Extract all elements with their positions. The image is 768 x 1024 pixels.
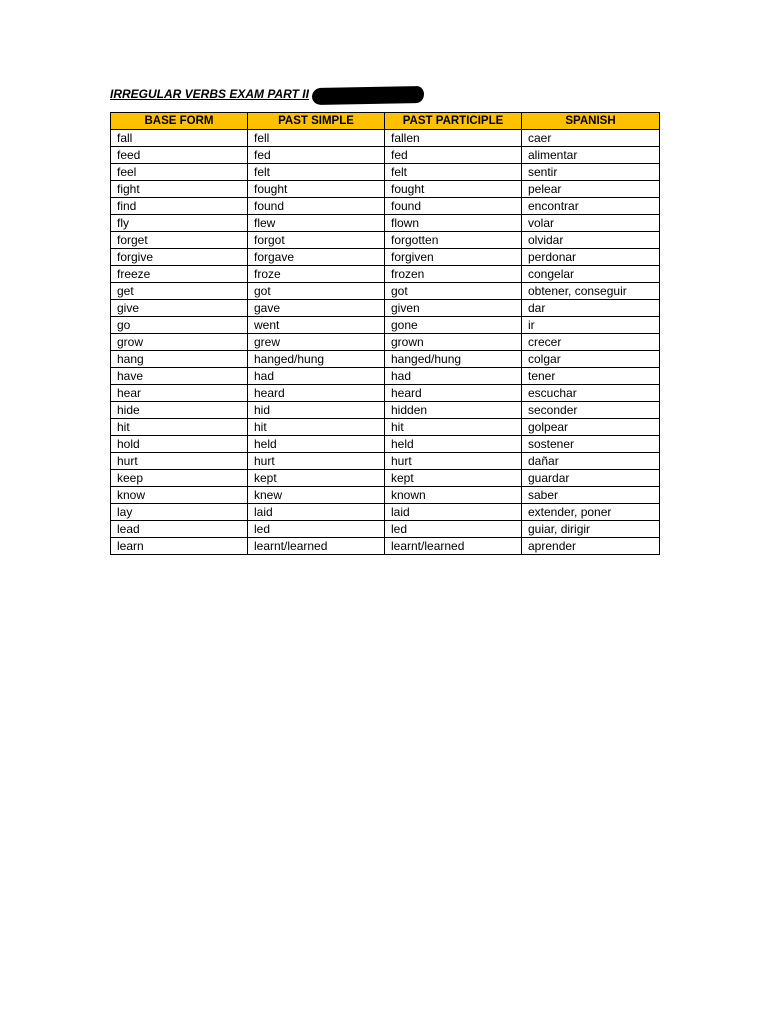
spanish-cell: guiar, dirigir bbox=[522, 521, 660, 538]
past-simple-cell: kept bbox=[248, 470, 385, 487]
spanish-cell: escuchar bbox=[522, 385, 660, 402]
header-past-participle: PAST PARTICIPLE bbox=[385, 113, 522, 130]
spanish-cell: seconder bbox=[522, 402, 660, 419]
spanish-cell: colgar bbox=[522, 351, 660, 368]
past-simple-cell: hanged/hung bbox=[248, 351, 385, 368]
past-participle-cell: kept bbox=[385, 470, 522, 487]
base-form-cell: know bbox=[111, 487, 248, 504]
base-form-cell: keep bbox=[111, 470, 248, 487]
past-participle-cell: felt bbox=[385, 164, 522, 181]
past-participle-cell: forgiven bbox=[385, 249, 522, 266]
table-row bbox=[111, 249, 660, 266]
table-body bbox=[111, 130, 660, 555]
past-simple-cell: went bbox=[248, 317, 385, 334]
past-participle-cell: fallen bbox=[385, 130, 522, 147]
past-simple-cell: led bbox=[248, 521, 385, 538]
table-row bbox=[111, 351, 660, 368]
table-row bbox=[111, 470, 660, 487]
base-form-cell: hang bbox=[111, 351, 248, 368]
table-row bbox=[111, 283, 660, 300]
table-row bbox=[111, 164, 660, 181]
spanish-cell: dar bbox=[522, 300, 660, 317]
past-participle-cell: known bbox=[385, 487, 522, 504]
past-simple-cell: learnt/learned bbox=[248, 538, 385, 555]
base-form-cell: get bbox=[111, 283, 248, 300]
past-participle-cell: fed bbox=[385, 147, 522, 164]
past-simple-cell: flew bbox=[248, 215, 385, 232]
header-past-simple: PAST SIMPLE bbox=[248, 113, 385, 130]
past-participle-cell: had bbox=[385, 368, 522, 385]
table-row bbox=[111, 487, 660, 504]
past-simple-cell: forgave bbox=[248, 249, 385, 266]
past-simple-cell: knew bbox=[248, 487, 385, 504]
spanish-cell: guardar bbox=[522, 470, 660, 487]
spanish-cell: alimentar bbox=[522, 147, 660, 164]
irregular-verbs-table bbox=[110, 112, 660, 555]
table-row bbox=[111, 317, 660, 334]
spanish-cell: caer bbox=[522, 130, 660, 147]
past-participle-cell: heard bbox=[385, 385, 522, 402]
table-row bbox=[111, 181, 660, 198]
header-spanish: SPANISH bbox=[522, 113, 660, 130]
table-row bbox=[111, 334, 660, 351]
base-form-cell: hold bbox=[111, 436, 248, 453]
spanish-cell: ir bbox=[522, 317, 660, 334]
past-simple-cell: forgot bbox=[248, 232, 385, 249]
header-base-form: BASE FORM bbox=[111, 113, 248, 130]
base-form-cell: give bbox=[111, 300, 248, 317]
base-form-cell: freeze bbox=[111, 266, 248, 283]
past-simple-cell: froze bbox=[248, 266, 385, 283]
table-row bbox=[111, 436, 660, 453]
spanish-cell: aprender bbox=[522, 538, 660, 555]
past-participle-cell: led bbox=[385, 521, 522, 538]
base-form-cell: have bbox=[111, 368, 248, 385]
table-row bbox=[111, 521, 660, 538]
base-form-cell: forget bbox=[111, 232, 248, 249]
past-participle-cell: frozen bbox=[385, 266, 522, 283]
table-header bbox=[111, 113, 660, 130]
past-simple-cell: fell bbox=[248, 130, 385, 147]
past-simple-cell: gave bbox=[248, 300, 385, 317]
base-form-cell: fly bbox=[111, 215, 248, 232]
past-simple-cell: found bbox=[248, 198, 385, 215]
past-participle-cell: grown bbox=[385, 334, 522, 351]
spanish-cell: saber bbox=[522, 487, 660, 504]
past-simple-cell: felt bbox=[248, 164, 385, 181]
base-form-cell: forgive bbox=[111, 249, 248, 266]
table-row bbox=[111, 453, 660, 470]
spanish-cell: sentir bbox=[522, 164, 660, 181]
base-form-cell: fall bbox=[111, 130, 248, 147]
redaction-mark bbox=[312, 86, 424, 105]
table-row bbox=[111, 232, 660, 249]
spanish-cell: crecer bbox=[522, 334, 660, 351]
past-simple-cell: grew bbox=[248, 334, 385, 351]
spanish-cell: extender, poner bbox=[522, 504, 660, 521]
past-simple-cell: got bbox=[248, 283, 385, 300]
past-participle-cell: learnt/learned bbox=[385, 538, 522, 555]
past-participle-cell: hurt bbox=[385, 453, 522, 470]
past-participle-cell: flown bbox=[385, 215, 522, 232]
past-participle-cell: hit bbox=[385, 419, 522, 436]
table-row bbox=[111, 402, 660, 419]
header-row bbox=[111, 113, 660, 130]
past-simple-cell: fed bbox=[248, 147, 385, 164]
spanish-cell: perdonar bbox=[522, 249, 660, 266]
title-row bbox=[110, 84, 424, 104]
spanish-cell: volar bbox=[522, 215, 660, 232]
spanish-cell: dañar bbox=[522, 453, 660, 470]
base-form-cell: hide bbox=[111, 402, 248, 419]
spanish-cell: olvidar bbox=[522, 232, 660, 249]
past-participle-cell: got bbox=[385, 283, 522, 300]
table-row bbox=[111, 198, 660, 215]
past-simple-cell: laid bbox=[248, 504, 385, 521]
base-form-cell: learn bbox=[111, 538, 248, 555]
past-participle-cell: held bbox=[385, 436, 522, 453]
table-row bbox=[111, 538, 660, 555]
table-row bbox=[111, 300, 660, 317]
past-participle-cell: hanged/hung bbox=[385, 351, 522, 368]
past-simple-cell: heard bbox=[248, 385, 385, 402]
base-form-cell: lay bbox=[111, 504, 248, 521]
base-form-cell: hear bbox=[111, 385, 248, 402]
spanish-cell: tener bbox=[522, 368, 660, 385]
table-row bbox=[111, 385, 660, 402]
base-form-cell: fight bbox=[111, 181, 248, 198]
spanish-cell: encontrar bbox=[522, 198, 660, 215]
past-simple-cell: hurt bbox=[248, 453, 385, 470]
base-form-cell: feed bbox=[111, 147, 248, 164]
base-form-cell: lead bbox=[111, 521, 248, 538]
past-simple-cell: fought bbox=[248, 181, 385, 198]
table-row bbox=[111, 130, 660, 147]
table-row bbox=[111, 419, 660, 436]
table-row bbox=[111, 266, 660, 283]
past-simple-cell: had bbox=[248, 368, 385, 385]
spanish-cell: golpear bbox=[522, 419, 660, 436]
spanish-cell: congelar bbox=[522, 266, 660, 283]
past-participle-cell: hidden bbox=[385, 402, 522, 419]
table-row bbox=[111, 368, 660, 385]
spanish-cell: sostener bbox=[522, 436, 660, 453]
base-form-cell: find bbox=[111, 198, 248, 215]
past-participle-cell: forgotten bbox=[385, 232, 522, 249]
past-simple-cell: hit bbox=[248, 419, 385, 436]
past-participle-cell: found bbox=[385, 198, 522, 215]
past-participle-cell: laid bbox=[385, 504, 522, 521]
base-form-cell: go bbox=[111, 317, 248, 334]
table-row bbox=[111, 215, 660, 232]
past-simple-cell: hid bbox=[248, 402, 385, 419]
spanish-cell: pelear bbox=[522, 181, 660, 198]
past-simple-cell: held bbox=[248, 436, 385, 453]
document-title: IRREGULAR VERBS EXAM PART II bbox=[110, 87, 309, 101]
base-form-cell: hurt bbox=[111, 453, 248, 470]
base-form-cell: feel bbox=[111, 164, 248, 181]
past-participle-cell: gone bbox=[385, 317, 522, 334]
table-row bbox=[111, 504, 660, 521]
base-form-cell: hit bbox=[111, 419, 248, 436]
base-form-cell: grow bbox=[111, 334, 248, 351]
spanish-cell: obtener, conseguir bbox=[522, 283, 660, 300]
past-participle-cell: fought bbox=[385, 181, 522, 198]
past-participle-cell: given bbox=[385, 300, 522, 317]
table-row bbox=[111, 147, 660, 164]
